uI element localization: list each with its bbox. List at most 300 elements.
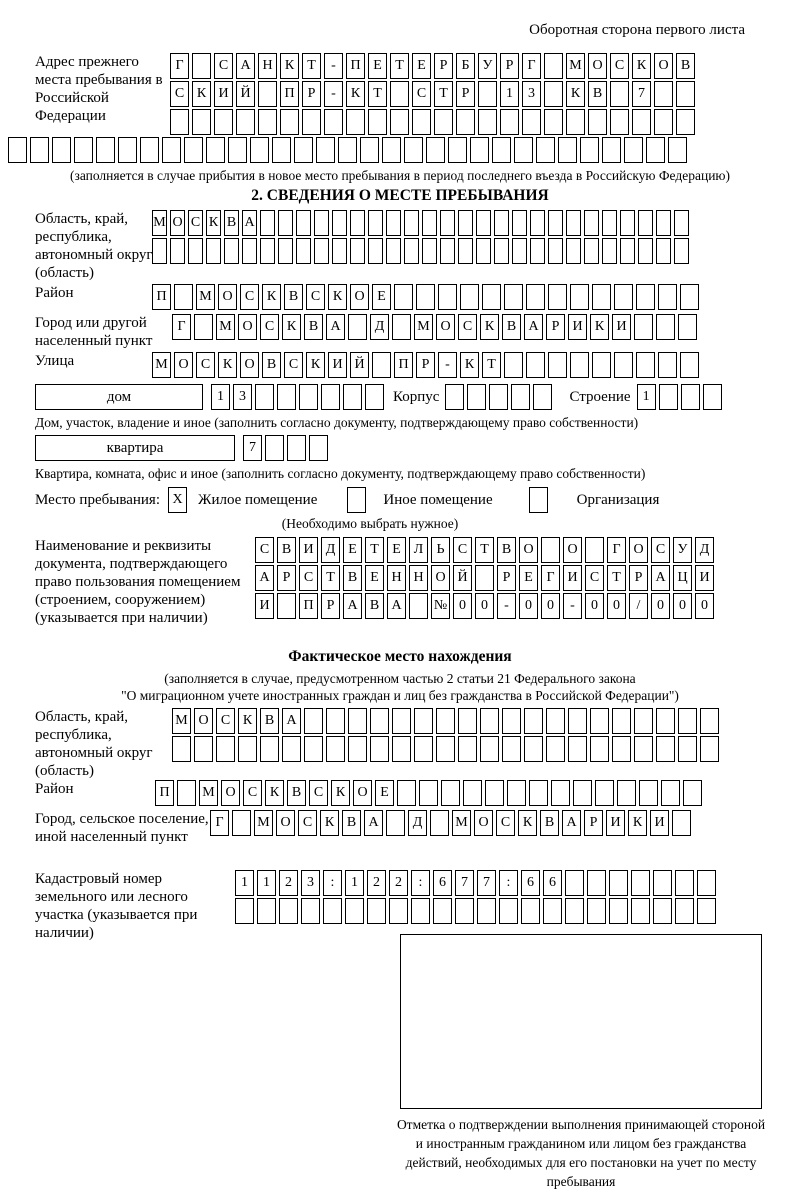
char-box[interactable] <box>524 708 543 734</box>
char-box[interactable]: М <box>452 810 471 836</box>
char-box[interactable]: Е <box>387 537 406 563</box>
char-box[interactable]: 6 <box>433 870 452 896</box>
char-box[interactable] <box>492 137 511 163</box>
char-box[interactable] <box>258 109 277 135</box>
char-box[interactable]: В <box>287 780 306 806</box>
char-box[interactable] <box>411 898 430 924</box>
char-box[interactable]: Р <box>302 81 321 107</box>
char-box[interactable]: Т <box>365 537 384 563</box>
char-box[interactable] <box>544 81 563 107</box>
char-box[interactable]: С <box>453 537 472 563</box>
char-box[interactable] <box>526 284 545 310</box>
char-box[interactable]: 0 <box>607 593 626 619</box>
char-box[interactable] <box>477 898 496 924</box>
char-box[interactable]: 1 <box>235 870 254 896</box>
char-box[interactable] <box>458 708 477 734</box>
char-box[interactable]: 0 <box>519 593 538 619</box>
char-box[interactable] <box>680 284 699 310</box>
char-box[interactable]: О <box>170 210 185 236</box>
char-box[interactable]: А <box>326 314 345 340</box>
char-box[interactable] <box>74 137 93 163</box>
char-box[interactable]: Т <box>302 53 321 79</box>
char-box[interactable]: В <box>277 537 296 563</box>
char-box[interactable] <box>653 898 672 924</box>
char-box[interactable]: А <box>242 210 257 236</box>
char-box[interactable] <box>585 537 604 563</box>
char-box[interactable]: 3 <box>522 81 541 107</box>
char-box[interactable]: М <box>199 780 218 806</box>
char-box[interactable] <box>170 109 189 135</box>
char-box[interactable]: К <box>280 53 299 79</box>
char-box[interactable] <box>602 137 621 163</box>
char-box[interactable]: : <box>499 870 518 896</box>
char-box[interactable]: М <box>152 352 171 378</box>
char-box[interactable] <box>546 736 565 762</box>
char-box[interactable]: Т <box>321 565 340 591</box>
char-box[interactable] <box>570 284 589 310</box>
char-box[interactable] <box>675 870 694 896</box>
char-box[interactable] <box>394 284 413 310</box>
char-box[interactable] <box>697 898 716 924</box>
char-box[interactable] <box>224 238 239 264</box>
char-box[interactable] <box>265 435 284 461</box>
char-box[interactable]: Е <box>519 565 538 591</box>
char-box[interactable] <box>278 238 293 264</box>
char-box[interactable]: 2 <box>389 870 408 896</box>
char-box[interactable] <box>456 109 475 135</box>
char-box[interactable] <box>382 137 401 163</box>
char-box[interactable] <box>565 870 584 896</box>
char-box[interactable] <box>162 137 181 163</box>
char-box[interactable] <box>304 708 323 734</box>
char-box[interactable] <box>235 898 254 924</box>
char-box[interactable]: 6 <box>521 870 540 896</box>
char-box[interactable] <box>674 238 689 264</box>
char-box[interactable]: О <box>353 780 372 806</box>
char-box[interactable] <box>646 137 665 163</box>
char-box[interactable]: В <box>224 210 239 236</box>
char-box[interactable]: К <box>518 810 537 836</box>
char-box[interactable] <box>656 314 675 340</box>
char-box[interactable] <box>350 238 365 264</box>
char-box[interactable]: С <box>458 314 477 340</box>
char-box[interactable]: А <box>387 593 406 619</box>
char-box[interactable] <box>658 284 677 310</box>
char-box[interactable]: Е <box>368 53 387 79</box>
char-box[interactable]: 0 <box>585 593 604 619</box>
char-box[interactable]: С <box>651 537 670 563</box>
char-box[interactable]: 1 <box>345 870 364 896</box>
char-box[interactable]: - <box>324 53 343 79</box>
char-box[interactable] <box>551 780 570 806</box>
char-box[interactable]: С <box>299 565 318 591</box>
char-box[interactable] <box>614 284 633 310</box>
char-box[interactable] <box>566 109 585 135</box>
char-box[interactable] <box>631 870 650 896</box>
char-box[interactable] <box>392 708 411 734</box>
char-box[interactable] <box>302 109 321 135</box>
organization-checkbox[interactable] <box>529 487 548 513</box>
apartment-type-field[interactable]: квартира <box>35 435 235 461</box>
char-box[interactable] <box>348 708 367 734</box>
char-box[interactable] <box>659 384 678 410</box>
char-box[interactable]: С <box>188 210 203 236</box>
char-box[interactable]: Т <box>475 537 494 563</box>
char-box[interactable] <box>529 780 548 806</box>
char-box[interactable]: Р <box>629 565 648 591</box>
char-box[interactable]: 0 <box>695 593 714 619</box>
char-box[interactable]: № <box>431 593 450 619</box>
char-box[interactable] <box>675 898 694 924</box>
char-box[interactable] <box>676 109 695 135</box>
char-box[interactable] <box>672 810 691 836</box>
char-box[interactable] <box>174 284 193 310</box>
char-box[interactable] <box>360 137 379 163</box>
char-box[interactable] <box>592 352 611 378</box>
char-box[interactable] <box>478 109 497 135</box>
char-box[interactable] <box>216 736 235 762</box>
char-box[interactable]: И <box>606 810 625 836</box>
char-box[interactable] <box>368 210 383 236</box>
char-box[interactable] <box>390 81 409 107</box>
char-box[interactable] <box>656 708 675 734</box>
char-box[interactable]: : <box>411 870 430 896</box>
char-box[interactable]: Г <box>522 53 541 79</box>
char-box[interactable] <box>476 238 491 264</box>
char-box[interactable] <box>368 109 387 135</box>
char-box[interactable]: Е <box>412 53 431 79</box>
char-box[interactable]: О <box>174 352 193 378</box>
char-box[interactable] <box>544 109 563 135</box>
char-box[interactable] <box>296 210 311 236</box>
char-box[interactable] <box>700 736 719 762</box>
char-box[interactable]: К <box>306 352 325 378</box>
char-box[interactable] <box>304 736 323 762</box>
char-box[interactable] <box>504 352 523 378</box>
char-box[interactable]: 7 <box>455 870 474 896</box>
char-box[interactable] <box>568 736 587 762</box>
char-box[interactable] <box>654 81 673 107</box>
char-box[interactable]: К <box>460 352 479 378</box>
char-box[interactable] <box>455 898 474 924</box>
char-box[interactable] <box>494 238 509 264</box>
char-box[interactable]: В <box>497 537 516 563</box>
char-box[interactable]: В <box>284 284 303 310</box>
char-box[interactable] <box>676 81 695 107</box>
char-box[interactable]: В <box>343 565 362 591</box>
char-box[interactable] <box>299 384 318 410</box>
char-box[interactable] <box>536 137 555 163</box>
char-box[interactable] <box>700 708 719 734</box>
char-box[interactable]: А <box>364 810 383 836</box>
char-box[interactable] <box>238 736 257 762</box>
char-box[interactable] <box>140 137 159 163</box>
char-box[interactable] <box>214 109 233 135</box>
char-box[interactable]: В <box>502 314 521 340</box>
char-box[interactable] <box>372 352 391 378</box>
char-box[interactable] <box>610 81 629 107</box>
char-box[interactable] <box>152 238 167 264</box>
char-box[interactable]: С <box>196 352 215 378</box>
char-box[interactable]: К <box>262 284 281 310</box>
char-box[interactable]: Т <box>607 565 626 591</box>
char-box[interactable]: С <box>260 314 279 340</box>
char-box[interactable]: М <box>414 314 433 340</box>
char-box[interactable]: И <box>255 593 274 619</box>
char-box[interactable] <box>524 736 543 762</box>
char-box[interactable]: 3 <box>301 870 320 896</box>
char-box[interactable] <box>568 708 587 734</box>
char-box[interactable] <box>332 210 347 236</box>
char-box[interactable] <box>617 780 636 806</box>
char-box[interactable] <box>194 736 213 762</box>
char-box[interactable] <box>656 736 675 762</box>
char-box[interactable] <box>332 238 347 264</box>
char-box[interactable] <box>502 736 521 762</box>
char-box[interactable] <box>526 352 545 378</box>
char-box[interactable] <box>30 137 49 163</box>
char-box[interactable] <box>480 736 499 762</box>
char-box[interactable] <box>544 53 563 79</box>
char-box[interactable] <box>348 314 367 340</box>
char-box[interactable] <box>278 210 293 236</box>
char-box[interactable] <box>433 898 452 924</box>
char-box[interactable] <box>638 210 653 236</box>
char-box[interactable]: С <box>298 810 317 836</box>
char-box[interactable]: О <box>629 537 648 563</box>
char-box[interactable]: А <box>255 565 274 591</box>
char-box[interactable]: С <box>216 708 235 734</box>
char-box[interactable] <box>260 238 275 264</box>
char-box[interactable]: Е <box>375 780 394 806</box>
char-box[interactable] <box>436 708 455 734</box>
char-box[interactable]: К <box>628 810 647 836</box>
char-box[interactable] <box>558 137 577 163</box>
char-box[interactable]: О <box>563 537 582 563</box>
char-box[interactable]: К <box>566 81 585 107</box>
char-box[interactable]: 7 <box>632 81 651 107</box>
char-box[interactable] <box>467 384 486 410</box>
char-box[interactable] <box>595 780 614 806</box>
char-box[interactable]: Р <box>584 810 603 836</box>
char-box[interactable] <box>389 898 408 924</box>
char-box[interactable]: 1 <box>257 870 276 896</box>
char-box[interactable]: У <box>478 53 497 79</box>
char-box[interactable]: С <box>243 780 262 806</box>
char-box[interactable]: Й <box>350 352 369 378</box>
char-box[interactable] <box>346 109 365 135</box>
char-box[interactable]: О <box>474 810 493 836</box>
char-box[interactable] <box>326 708 345 734</box>
char-box[interactable]: С <box>585 565 604 591</box>
char-box[interactable]: К <box>346 81 365 107</box>
char-box[interactable]: О <box>238 314 257 340</box>
char-box[interactable]: С <box>610 53 629 79</box>
char-box[interactable] <box>489 384 508 410</box>
char-box[interactable] <box>324 109 343 135</box>
char-box[interactable] <box>309 435 328 461</box>
char-box[interactable]: О <box>436 314 455 340</box>
char-box[interactable]: В <box>262 352 281 378</box>
char-box[interactable] <box>475 565 494 591</box>
char-box[interactable] <box>52 137 71 163</box>
char-box[interactable]: Г <box>172 314 191 340</box>
char-box[interactable] <box>620 210 635 236</box>
char-box[interactable]: К <box>218 352 237 378</box>
char-box[interactable] <box>260 210 275 236</box>
char-box[interactable]: Д <box>370 314 389 340</box>
char-box[interactable]: 6 <box>543 870 562 896</box>
char-box[interactable]: Е <box>372 284 391 310</box>
char-box[interactable] <box>277 384 296 410</box>
char-box[interactable]: Е <box>343 537 362 563</box>
char-box[interactable] <box>272 137 291 163</box>
char-box[interactable] <box>422 238 437 264</box>
char-box[interactable] <box>440 238 455 264</box>
char-box[interactable] <box>370 708 389 734</box>
char-box[interactable] <box>674 210 689 236</box>
char-box[interactable]: / <box>629 593 648 619</box>
char-box[interactable]: Р <box>456 81 475 107</box>
char-box[interactable]: Д <box>695 537 714 563</box>
char-box[interactable] <box>458 210 473 236</box>
char-box[interactable] <box>316 137 335 163</box>
char-box[interactable]: К <box>331 780 350 806</box>
char-box[interactable] <box>236 109 255 135</box>
char-box[interactable]: С <box>412 81 431 107</box>
char-box[interactable]: Т <box>390 53 409 79</box>
char-box[interactable] <box>507 780 526 806</box>
char-box[interactable]: К <box>320 810 339 836</box>
char-box[interactable] <box>634 708 653 734</box>
char-box[interactable]: А <box>282 708 301 734</box>
char-box[interactable]: 0 <box>673 593 692 619</box>
char-box[interactable] <box>678 736 697 762</box>
char-box[interactable] <box>232 810 251 836</box>
char-box[interactable] <box>96 137 115 163</box>
char-box[interactable]: С <box>284 352 303 378</box>
char-box[interactable] <box>440 210 455 236</box>
char-box[interactable] <box>587 870 606 896</box>
char-box[interactable] <box>485 780 504 806</box>
char-box[interactable]: Т <box>434 81 453 107</box>
char-box[interactable] <box>386 810 405 836</box>
char-box[interactable]: П <box>280 81 299 107</box>
char-box[interactable] <box>703 384 722 410</box>
char-box[interactable] <box>438 284 457 310</box>
char-box[interactable] <box>338 137 357 163</box>
char-box[interactable] <box>530 238 545 264</box>
char-box[interactable]: К <box>238 708 257 734</box>
char-box[interactable]: - <box>324 81 343 107</box>
char-box[interactable]: И <box>328 352 347 378</box>
char-box[interactable] <box>458 238 473 264</box>
char-box[interactable] <box>192 109 211 135</box>
char-box[interactable]: П <box>155 780 174 806</box>
char-box[interactable] <box>602 238 617 264</box>
char-box[interactable] <box>228 137 247 163</box>
char-box[interactable]: Р <box>500 53 519 79</box>
char-box[interactable] <box>654 109 673 135</box>
char-box[interactable]: 7 <box>477 870 496 896</box>
char-box[interactable]: М <box>566 53 585 79</box>
char-box[interactable] <box>656 210 671 236</box>
char-box[interactable]: Н <box>258 53 277 79</box>
char-box[interactable]: - <box>563 593 582 619</box>
char-box[interactable] <box>573 780 592 806</box>
char-box[interactable] <box>282 736 301 762</box>
char-box[interactable] <box>656 238 671 264</box>
char-box[interactable] <box>118 137 137 163</box>
char-box[interactable] <box>184 137 203 163</box>
char-box[interactable] <box>194 314 213 340</box>
char-box[interactable] <box>476 210 491 236</box>
char-box[interactable]: Д <box>408 810 427 836</box>
char-box[interactable] <box>522 109 541 135</box>
char-box[interactable]: Б <box>456 53 475 79</box>
char-box[interactable]: 0 <box>541 593 560 619</box>
char-box[interactable]: Й <box>236 81 255 107</box>
char-box[interactable]: 1 <box>211 384 230 410</box>
char-box[interactable]: С <box>240 284 259 310</box>
char-box[interactable] <box>287 435 306 461</box>
char-box[interactable]: К <box>265 780 284 806</box>
char-box[interactable]: Р <box>277 565 296 591</box>
char-box[interactable] <box>434 109 453 135</box>
char-box[interactable]: Р <box>546 314 565 340</box>
char-box[interactable] <box>480 708 499 734</box>
char-box[interactable] <box>548 352 567 378</box>
char-box[interactable] <box>658 352 677 378</box>
char-box[interactable]: 1 <box>500 81 519 107</box>
char-box[interactable] <box>548 238 563 264</box>
char-box[interactable] <box>620 238 635 264</box>
char-box[interactable] <box>681 384 700 410</box>
char-box[interactable] <box>397 780 416 806</box>
char-box[interactable] <box>512 238 527 264</box>
char-box[interactable] <box>445 384 464 410</box>
char-box[interactable] <box>680 352 699 378</box>
char-box[interactable]: О <box>588 53 607 79</box>
char-box[interactable] <box>543 898 562 924</box>
char-box[interactable]: Л <box>409 537 428 563</box>
char-box[interactable]: П <box>299 593 318 619</box>
char-box[interactable] <box>422 210 437 236</box>
char-box[interactable] <box>521 898 540 924</box>
char-box[interactable]: О <box>519 537 538 563</box>
char-box[interactable] <box>565 898 584 924</box>
char-box[interactable] <box>255 384 274 410</box>
char-box[interactable] <box>386 238 401 264</box>
char-box[interactable]: 3 <box>233 384 252 410</box>
char-box[interactable] <box>416 284 435 310</box>
char-box[interactable] <box>350 210 365 236</box>
char-box[interactable] <box>533 384 552 410</box>
char-box[interactable]: К <box>590 314 609 340</box>
char-box[interactable]: 2 <box>367 870 386 896</box>
char-box[interactable] <box>587 898 606 924</box>
char-box[interactable]: А <box>343 593 362 619</box>
char-box[interactable]: Г <box>541 565 560 591</box>
char-box[interactable]: А <box>562 810 581 836</box>
char-box[interactable]: О <box>431 565 450 591</box>
char-box[interactable] <box>458 736 477 762</box>
char-box[interactable] <box>206 137 225 163</box>
char-box[interactable] <box>566 238 581 264</box>
char-box[interactable]: Г <box>210 810 229 836</box>
char-box[interactable] <box>478 81 497 107</box>
char-box[interactable] <box>502 708 521 734</box>
